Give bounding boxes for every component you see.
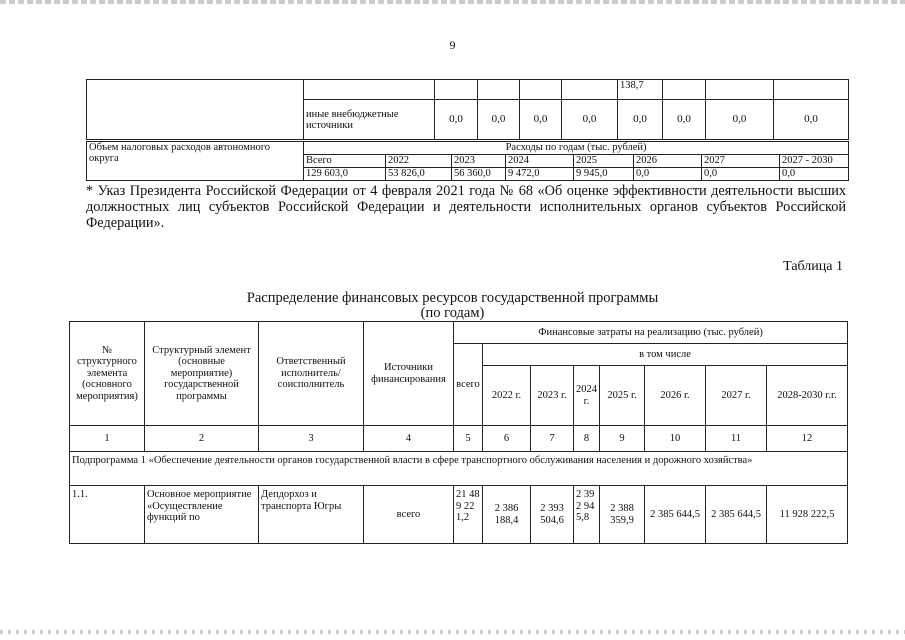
scan-bottom-edge [0, 630, 905, 634]
header-year: 2023 г. [531, 366, 574, 426]
tax-col: 2026 [634, 155, 702, 168]
value-cell: 138,7 [618, 80, 663, 100]
header-including: в том числе [483, 344, 848, 366]
empty-cell [304, 80, 435, 100]
value-cell: 0,0 [478, 100, 520, 140]
header-number: № структурного элемента (основного мероприятия) [70, 322, 145, 426]
tax-header: Расходы по годам (тыс. рублей) [304, 142, 849, 155]
value-cell: 0,0 [774, 100, 849, 140]
table-title [0, 291, 905, 321]
column-number: 10 [645, 426, 706, 452]
subprogram-title: Подпрограмма 1 «Обеспечение деятельности органов государственной власти в сфере транспортного обслуживания населения и дорожного хозяйства» [70, 452, 848, 486]
column-number: 6 [483, 426, 531, 452]
column-number: 8 [574, 426, 600, 452]
header-year: 2027 г. [706, 366, 767, 426]
value-cell: 0,0 [663, 100, 706, 140]
tax-value: 129 603,0 [304, 168, 386, 181]
column-number: 11 [706, 426, 767, 452]
header-year: 2026 г. [645, 366, 706, 426]
value-cell: 0,0 [706, 100, 774, 140]
value-cell: 0,0 [618, 100, 663, 140]
header-year: 2024 г. [574, 366, 600, 426]
row-total: 21 489 221,2 [454, 486, 483, 544]
table-title-subline: (по годам) [420, 305, 485, 321]
row-executor: Депдорхоз и транспорта Югры [259, 486, 364, 544]
column-number: 5 [454, 426, 483, 452]
tax-value: 0,0 [780, 168, 849, 181]
row-source: всего [364, 486, 454, 544]
footnote: * Указ Президента Российской Федерации от 4 февраля 2021 года № 68 «Об оценке эффективности деятельности высших должностных лиц субъектов Российской Федерации и деятельности исполнительных органов субъектов Российской Федерации». [86, 183, 846, 231]
tax-col: 2027 [702, 155, 780, 168]
row-value: 2 392 945,8 [574, 486, 600, 544]
tax-value: 9 945,0 [574, 168, 634, 181]
value-cell: 0,0 [562, 100, 618, 140]
header-executor: Ответственный исполнитель/ соисполнитель [259, 322, 364, 426]
tax-col: Всего [304, 155, 386, 168]
value-cell: 0,0 [435, 100, 478, 140]
header-year: 2022 г. [483, 366, 531, 426]
tax-col: 2024 [506, 155, 574, 168]
column-number: 9 [600, 426, 645, 452]
row-value: 2 385 644,5 [645, 486, 706, 544]
tax-label: Объем налоговых расходов автономного округа [87, 142, 304, 181]
empty-cell [87, 80, 304, 140]
tax-col: 2022 [386, 155, 452, 168]
column-number: 7 [531, 426, 574, 452]
row-value: 11 928 222,5 [767, 486, 848, 544]
column-number: 4 [364, 426, 454, 452]
header-element: Структурный элемент (основные мероприятие) государственной программы [145, 322, 259, 426]
row-value: 2 388 359,9 [600, 486, 645, 544]
row-value: 2 385 644,5 [706, 486, 767, 544]
tax-value: 9 472,0 [506, 168, 574, 181]
tax-value: 0,0 [634, 168, 702, 181]
row-value: 2 393 504,6 [531, 486, 574, 544]
row-value: 2 386 188,4 [483, 486, 531, 544]
financial-distribution-table [69, 321, 848, 544]
table-title-line: Распределение финансовых ресурсов государственной программы [246, 290, 659, 306]
table-label: Таблица 1 [783, 259, 843, 274]
column-number: 12 [767, 426, 848, 452]
tax-col: 2027 - 2030 [780, 155, 849, 168]
row-number: 1.1. [70, 486, 145, 544]
value-cell: 0,0 [520, 100, 562, 140]
source-label: иные внебюджетные источники [304, 100, 435, 140]
tax-col: 2025 [574, 155, 634, 168]
page-number: 9 [449, 38, 456, 52]
tax-expenditures-table [86, 141, 849, 181]
tax-value: 0,0 [702, 168, 780, 181]
tax-value: 56 360,0 [452, 168, 506, 181]
header-sources: Источники финансирования [364, 322, 454, 426]
tax-col: 2023 [452, 155, 506, 168]
header-year: 2025 г. [600, 366, 645, 426]
column-number: 2 [145, 426, 259, 452]
tax-value: 53 826,0 [386, 168, 452, 181]
program-funding-table-continued [86, 79, 849, 140]
header-year: 2028-2030 г.г. [767, 366, 848, 426]
row-element: Основное мероприятие «Осуществление функций по [145, 486, 259, 544]
column-number: 1 [70, 426, 145, 452]
scan-top-edge [0, 0, 905, 4]
header-total: всего [454, 344, 483, 426]
column-number: 3 [259, 426, 364, 452]
header-financial: Финансовые затраты на реализацию (тыс. рублей) [454, 322, 848, 344]
